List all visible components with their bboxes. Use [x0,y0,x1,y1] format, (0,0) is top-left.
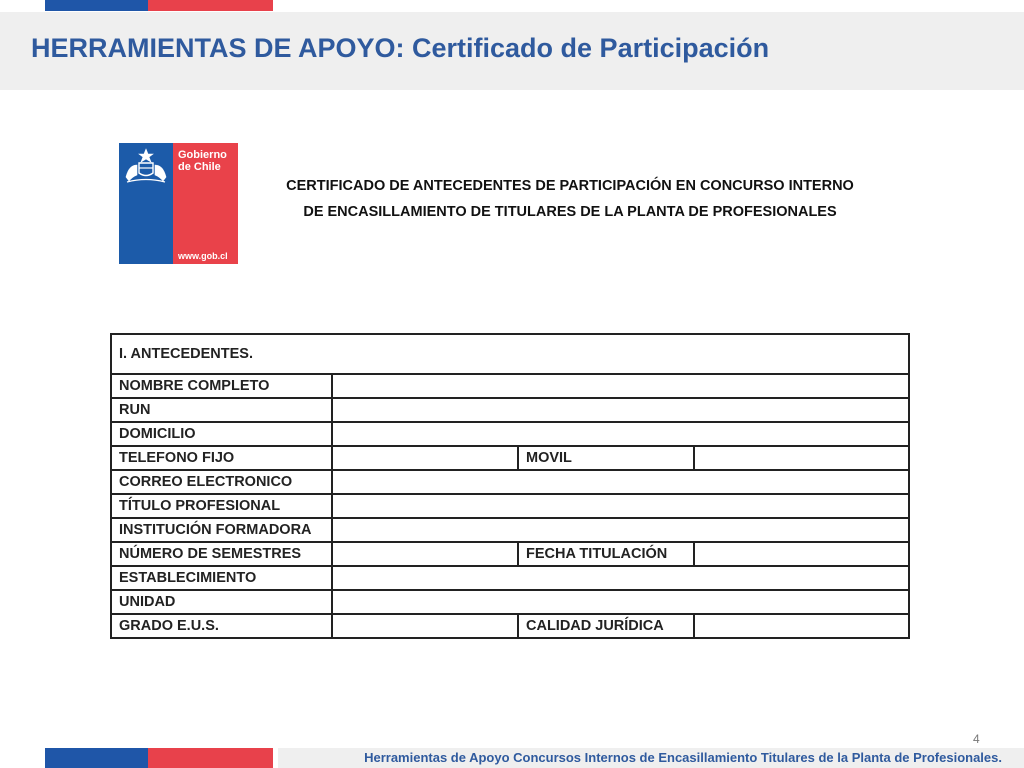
form-row-correo [111,470,909,494]
form-row-grado [111,614,909,638]
unidad-field[interactable] [332,590,909,614]
form-row-unidad [111,590,909,614]
stripe-blue [45,0,148,11]
footer-stripe-blue [45,748,148,768]
footer-text: Herramientas de Apoyo Concursos Internos de Encasillamiento Titulares de la Planta de Profesionales. [364,750,1002,765]
certificate-heading [250,173,890,225]
correo-electronico-field[interactable] [332,470,909,494]
field-label: DOMICILIO [111,422,332,446]
field-label: NÚMERO DE SEMESTRES [111,542,332,566]
establecimiento-field[interactable] [332,566,909,590]
logo-url: www.gob.cl [178,251,228,261]
field-label: UNIDAD [111,590,332,614]
field-label: TELEFONO FIJO [111,446,332,470]
fecha-titulacion-field[interactable] [694,542,909,566]
stripe-red [148,0,273,11]
field-label: MOVIL [518,446,694,470]
logo-wordmark [178,149,236,173]
domicilio-field[interactable] [332,422,909,446]
nombre-completo-field[interactable] [332,374,909,398]
slide-title: HERRAMIENTAS DE APOYO: Certificado de Participación [31,33,770,63]
field-label: TÍTULO PROFESIONAL [111,494,332,518]
institucion-formadora-field[interactable] [332,518,909,542]
form-row-establecimiento [111,566,909,590]
form-row-domicilio [111,422,909,446]
grado-eus-field[interactable] [332,614,518,638]
section-title: I. ANTECEDENTES. [111,334,909,374]
telefono-fijo-field[interactable] [332,446,518,470]
logo-line-1: Gobierno [178,149,227,161]
form-row-semestres [111,542,909,566]
field-label: FECHA TITULACIÓN [518,542,694,566]
field-label: INSTITUCIÓN FORMADORA [111,518,332,542]
titulo-profesional-field[interactable] [332,494,909,518]
field-label: RUN [111,398,332,422]
certificate-heading-line-1: CERTIFICADO DE ANTECEDENTES DE PARTICIPACIÓN EN CONCURSO INTERNO [286,178,854,194]
chile-coat-of-arms-icon [123,147,169,185]
field-label: CALIDAD JURÍDICA [518,614,694,638]
form-section-row [111,334,909,374]
slide-page-number: 4 [973,732,980,746]
slide-title-bar [0,12,1024,90]
form-row-run [111,398,909,422]
top-accent-stripe [45,0,273,11]
form-row-telefono [111,446,909,470]
certificate-heading-line-2: DE ENCASILLAMIENTO DE TITULARES DE LA PLANTA DE PROFESIONALES [303,204,837,220]
field-label: NOMBRE COMPLETO [111,374,332,398]
gobierno-de-chile-logo [119,143,238,264]
form-row-titulo [111,494,909,518]
movil-field[interactable] [694,446,909,470]
antecedentes-form [110,333,910,639]
footer-stripe-red [148,748,273,768]
numero-semestres-field[interactable] [332,542,518,566]
field-label: CORREO ELECTRONICO [111,470,332,494]
form-row-nombre-completo [111,374,909,398]
form-row-institucion [111,518,909,542]
field-label: ESTABLECIMIENTO [111,566,332,590]
run-field[interactable] [332,398,909,422]
field-label: GRADO E.U.S. [111,614,332,638]
logo-line-2: de Chile [178,161,221,173]
calidad-juridica-field[interactable] [694,614,909,638]
footer-bar [0,748,1024,768]
